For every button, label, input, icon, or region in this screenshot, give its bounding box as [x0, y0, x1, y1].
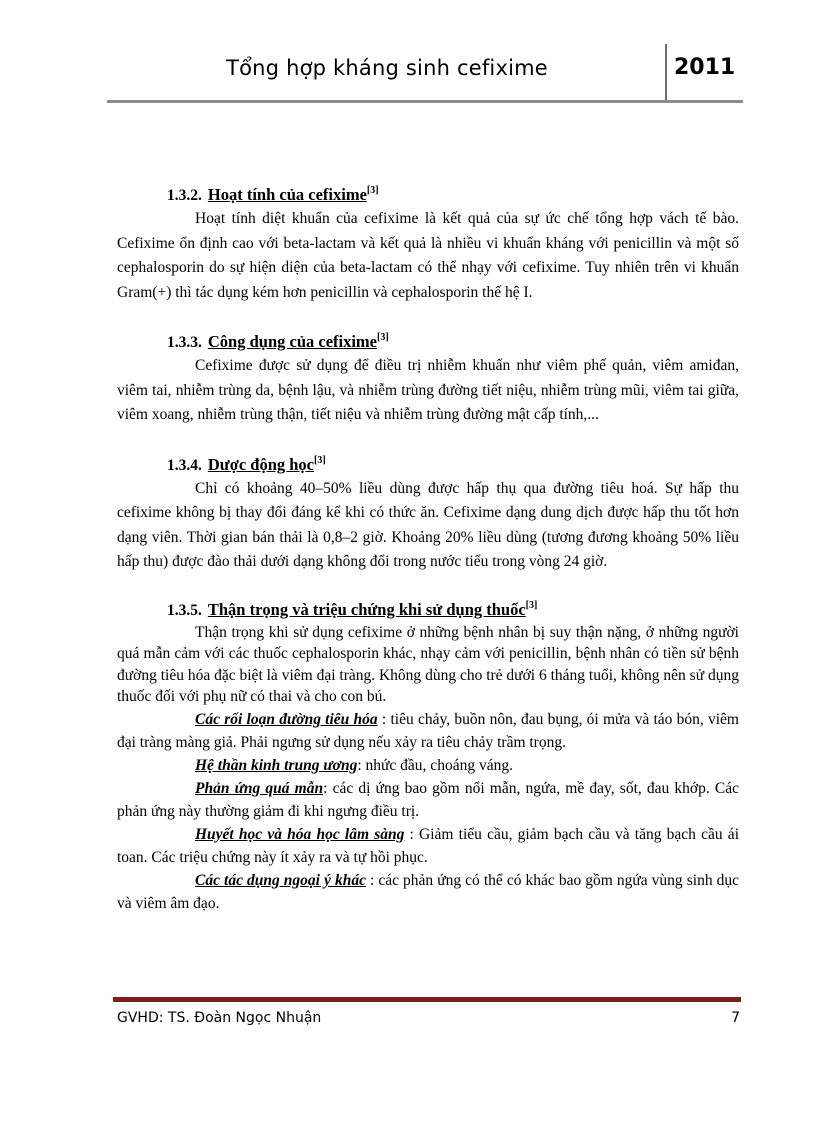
section-number: 1.3.5.	[167, 601, 202, 619]
footer-advisor: GVHD: TS. Đoàn Ngọc Nhuận	[117, 1010, 322, 1026]
side-effect-label: Huyết học và hóa học lâm sàng	[195, 825, 405, 843]
side-effect-item	[117, 823, 739, 869]
section-heading	[167, 180, 739, 207]
section-title: Công dụng của cefixime	[207, 332, 377, 351]
section-1-3-3	[117, 327, 739, 428]
section-number: 1.3.2.	[167, 187, 202, 204]
section-heading	[167, 327, 739, 354]
section-title: Hoạt tính của cefixime	[207, 185, 367, 204]
header-rule	[107, 100, 743, 103]
side-effect-text: : Giảm tiểu cầu, giảm bạch cầu và tăng bạch cầu ái toan. Các triệu chứng này ít xảy ra và tự hồi phục.	[117, 825, 739, 866]
header-divider-vertical	[665, 44, 667, 102]
section-title: Thận trọng và triệu chứng khi sử dụng thuốc	[207, 599, 526, 619]
footer-rule	[113, 997, 741, 1002]
section-number: 1.3.4.	[167, 456, 202, 474]
document-title: Tổng hợp kháng sinh cefixime	[226, 56, 548, 80]
side-effect-text: : tiêu chảy, buồn nôn, đau bụng, ói mửa và táo bón, viêm đại tràng màng giả. Phải ngưng sử dụng nếu xảy ra tiêu chảy trầm trọng.	[117, 710, 739, 751]
side-effect-text: : các dị ứng bao gồm nổi mẫn, ngứa, mề đay, sốt, đau khớp. Các phản ứng này thường giảm đi khi ngưng điều trị.	[117, 779, 739, 820]
section-heading	[167, 595, 739, 622]
page-body	[117, 180, 739, 915]
side-effect-label: Các tác dụng ngoại ý khác	[195, 871, 366, 889]
document-year: 2011	[674, 55, 736, 80]
section-title: Dược động học	[207, 454, 315, 474]
side-effect-item	[117, 708, 739, 754]
side-effect-text: : nhức đầu, choáng váng.	[357, 756, 513, 774]
side-effect-item	[117, 869, 739, 915]
section-1-3-5	[117, 595, 739, 915]
page-number: 7	[731, 1010, 740, 1026]
section-paragraph: Thận trọng khi sử dụng cefixime ở những bệnh nhân bị suy thận nặng, ở những người quá mẫn cảm với các thuốc cephalosporin khác, nhạy cảm với penicillin, bệnh nhân có tiền sử bệnh đường tiêu hóa đặc biệt là viêm đại tràng. Không dùng cho trẻ dưới 6 tháng tuổi, không nên sử dụng thuốc đối với phụ nữ có thai và cho con bú.	[117, 623, 739, 705]
section-paragraph: Hoạt tính diệt khuẩn của cefixime là kết quả của sự ức chế tổng hợp vách tế bào. Cefixime ổn định cao với beta-lactam và kết quả là nhiều vi khuẩn kháng với penicillin và một số cephalosporin do sự hiện diện của beta-lactam có thể nhạy với cefixime. Tuy nhiên trên vi khuẩn Gram(+) thì tác dụng kém hơn penicillin và cephalosporin thế hệ I.	[117, 210, 739, 301]
side-effect-label: Phản ứng quá mẫn	[195, 779, 324, 797]
citation-ref: [3]	[314, 454, 326, 466]
citation-ref: [3]	[377, 332, 389, 343]
citation-ref: [3]	[366, 185, 379, 196]
section-paragraph: Cefixime được sử dụng để điều trị nhiễm khuẩn như viêm phế quản, viêm amiđan, viêm tai, nhiễm trùng da, bệnh lậu, và nhiễm trùng đường tiết niệu, nhiễm trùng mũi, viêm tai giữa, viêm xoang, nhiễm trùng thận, tiết niệu và nhiễm trùng đường mật cấp tính,...	[117, 357, 739, 423]
section-number: 1.3.3.	[167, 334, 202, 351]
section-heading	[167, 450, 739, 477]
side-effect-label: Hệ thần kinh trung ương	[195, 756, 358, 774]
side-effect-text: : các phản ứng có thể có khác bao gồm ngứa vùng sinh dục và viêm âm đạo.	[117, 871, 739, 912]
citation-ref: [3]	[525, 599, 538, 611]
section-paragraph: Chỉ có khoảng 40–50% liều dùng được hấp thụ qua đường tiêu hoá. Sự hấp thu cefixime không bị thay đổi đáng kể khi có thức ăn. Cefixime dạng dung dịch được hấp thu tốt hơn dạng viên. Thời gian bán thải là 0,8–2 giờ. Khoảng 20% liều dùng (tương đương khoảng 50% liều hấp thu) được đào thải dưới dạng không đổi trong nước tiểu trong vòng 24 giờ.	[117, 479, 739, 570]
side-effect-label: Các rối loạn đường tiêu hóa	[195, 710, 378, 728]
side-effect-item	[117, 754, 739, 777]
section-1-3-4	[117, 450, 739, 575]
side-effect-item	[117, 777, 739, 823]
section-1-3-2	[117, 180, 739, 305]
